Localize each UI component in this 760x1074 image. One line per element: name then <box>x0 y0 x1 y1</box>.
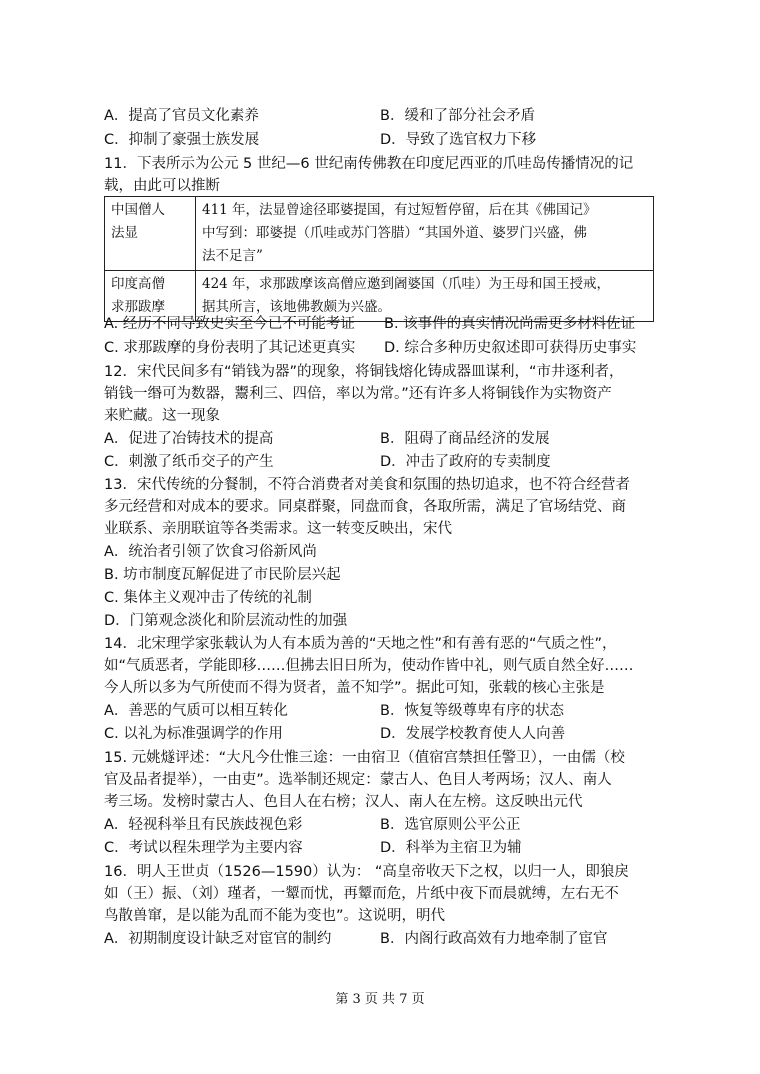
q10-option-b: B．缓和了部分社会矛盾 <box>380 108 535 124</box>
table-cell-who <box>105 197 196 271</box>
q14-option-a: A．善恶的气质可以相互转化 <box>104 703 288 719</box>
q12-option-c: C．刺激了纸币交子的产生 <box>104 454 274 470</box>
cell-line: 中国僧人 <box>111 202 165 218</box>
q15-option-b: B．选官原则公平公正 <box>380 817 521 833</box>
q14-option-b: B．恢复等级尊卑有序的状态 <box>380 703 564 719</box>
q13-option-a: A．统治者引领了饮食习俗新风尚 <box>104 544 317 560</box>
q14-stem-line-1: 14．北宋理学家张载认为人有本质为善的“天地之性”和有善有恶的“气质之性”， <box>104 636 617 652</box>
q15-stem-line-1: 15. 元姚燧评述：“大凡今仕惟三途：一由宿卫（值宿宫禁担任警卫），一由儒（校 <box>104 750 625 766</box>
q14-option-c: C. 以礼为标准强调学的作用 <box>104 726 283 742</box>
q11-table <box>104 196 654 322</box>
q16-option-b: B．内阁行政高效有力地牵制了宦官 <box>380 931 608 947</box>
q12-option-b: B．阻碍了商品经济的发展 <box>380 431 550 447</box>
cell-line: 印度高僧 <box>111 276 165 292</box>
q11-option-d: D. 综合多种历史叙述即可获得历史事实 <box>384 340 637 356</box>
cell-line: 中写到：耶婆提（爪哇或苏门答腊）“其国外道、婆罗门兴盛，佛 <box>202 225 587 241</box>
page-footer: 第 3 页 共 7 页 <box>335 992 425 1007</box>
q16-stem-line-2: 如（王）振、（刘）瑾者，一颦而忧，再颦而危，片纸中夜下而晨就缚，左右无不 <box>104 886 619 902</box>
q12-stem-line-1: 12．宋代民间多有“销钱为器”的现象，将铜钱熔化铸成器皿谋利，“市井逐利者， <box>104 364 624 380</box>
q10-option-a: A．提高了官员文化素养 <box>104 108 259 124</box>
q16-option-a: A．初期制度设计缺乏对宦官的制约 <box>104 931 332 947</box>
cell-line: 424 年，求那跋摩该高僧应邀到阇婆国（爪哇）为王母和国王授戒， <box>202 276 611 292</box>
q11-stem-line-2: 载，由此可以推断 <box>104 178 220 194</box>
q10-option-d: D．导致了选官权力下移 <box>380 132 537 148</box>
cell-line: 法不足言” <box>202 248 263 264</box>
q11-option-a: A. 经历不同导致史实至今已不可能考证 <box>104 316 355 332</box>
table-cell-text <box>196 197 654 271</box>
q15-option-c: C．考试以程朱理学为主要内容 <box>104 840 303 856</box>
q13-option-b: B. 坊市制度瓦解促进了市民阶层兴起 <box>104 567 341 583</box>
q14-stem-line-2: 如“气质恶者，学能即移……但拂去旧日所为，使动作皆中礼，则气质自然全好…… <box>104 658 634 674</box>
q11-option-c: C. 求那跋摩的身份表明了其记述更真实 <box>104 340 356 356</box>
q14-stem-line-3: 今人所以多为气所使而不得为贤者，盖不知学”。据此可知，张载的核心主张是 <box>104 680 605 696</box>
q11-option-b: B. 该事件的真实情况尚需更多材料佐证 <box>384 316 636 332</box>
q12-option-a: A．促进了冶铸技术的提高 <box>104 431 274 447</box>
q15-option-a: A．轻视科举且有民族歧视色彩 <box>104 817 303 833</box>
q13-option-c: C. 集体主义观冲击了传统的礼制 <box>104 590 312 606</box>
q13-stem-line-1: 13．宋代传统的分餐制，不符合消费者对美食和氛围的热切追求，也不符合经营者 <box>104 477 630 493</box>
q13-stem-line-2: 多元经营和对成本的要求。同桌群聚，同盘而食，各取所需，满足了官场结党、商 <box>104 499 626 515</box>
q12-stem-line-2: 销钱一缗可为数器，鬻利三、四倍，率以为常。”还有许多人将铜钱作为实物资产 <box>104 386 612 402</box>
q14-option-d: D．发展学校教育使人人向善 <box>380 726 566 742</box>
cell-line: 411 年，法显曾途径耶婆提国，有过短暂停留，后在其《佛国记》 <box>202 202 597 218</box>
table-row <box>105 197 654 271</box>
q11-stem-line-1: 11．下表所示为公元 5 世纪—6 世纪南传佛教在印度尼西亚的爪哇岛传播情况的记 <box>104 156 634 172</box>
q15-option-d: D．科举为主宿卫为辅 <box>380 840 522 856</box>
q16-stem-line-3: 鸟散兽窜，是以能为乱而不能为变也”。这说明，明代 <box>104 908 446 924</box>
q13-stem-line-3: 业联系、亲朋联谊等各类需求。这一转变反映出，宋代 <box>104 521 452 537</box>
q13-option-d: D．门第观念淡化和阶层流动性的加强 <box>104 613 348 629</box>
q10-option-c: C．抑制了豪强士族发展 <box>104 132 260 148</box>
q12-stem-line-3: 来贮藏。这一现象 <box>104 408 220 424</box>
q15-stem-line-2: 官及品者提举），一由吏”。选举制还规定：蒙古人、色目人考两场；汉人、南人 <box>104 772 612 788</box>
q15-stem-line-3: 考三场。发榜时蒙古人、色目人在右榜；汉人、南人在左榜。这反映出元代 <box>104 794 583 810</box>
cell-line: 据其所言，该地佛教颇为兴盛。 <box>202 299 391 315</box>
cell-line: 求那跋摩 <box>111 299 165 315</box>
q12-option-d: D．冲击了政府的专卖制度 <box>380 454 551 470</box>
q16-stem-line-1: 16．明人王世贞（1526—1590）认为： “高皇帝收天下之权，以归一人，即狼戾 <box>104 864 629 880</box>
cell-line: 法显 <box>111 225 138 241</box>
